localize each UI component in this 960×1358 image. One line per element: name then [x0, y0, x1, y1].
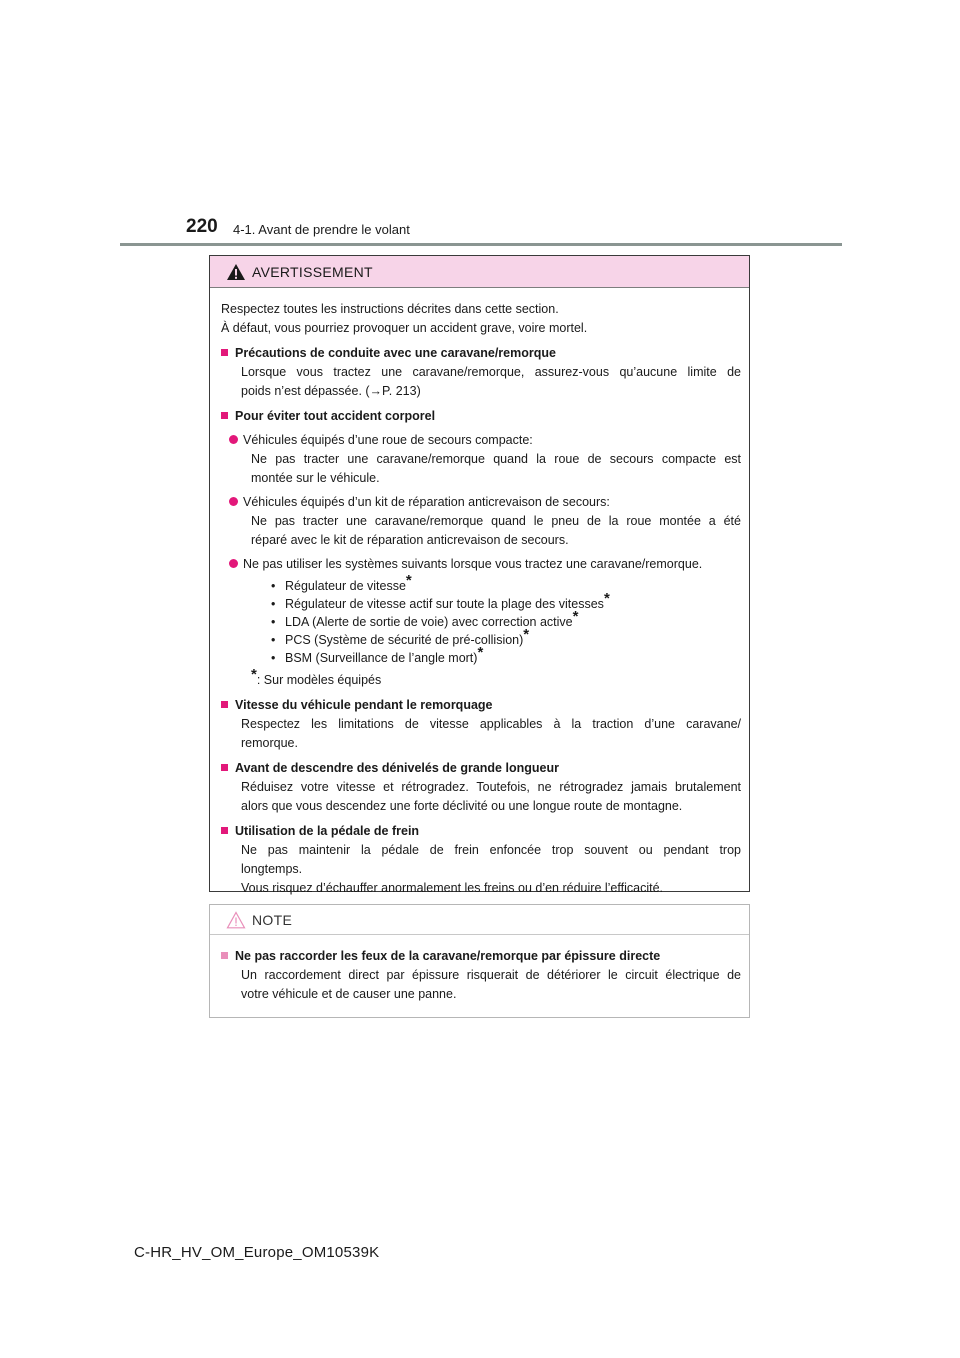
asterisk: *: [523, 626, 530, 643]
circle-bullet-icon: [229, 435, 238, 444]
list-item: [221, 431, 741, 488]
body-line: Vous risquez d’échauffer anormalement les freins ou d’en réduire l’efficacité.: [241, 881, 663, 895]
body-line: Véhicules équipés d’une roue de secours compacte:: [229, 431, 741, 450]
page-number: 220: [186, 216, 218, 237]
asterisk: *: [405, 572, 412, 589]
sub-list-item: • Régulateur de vitesse actif sur toute la plage des vitesses*: [271, 590, 610, 611]
body-line: Respectez les limitations de vitesse applicables à la traction d’une caravane/: [241, 717, 741, 731]
body-line: montée sur le véhicule.: [251, 471, 380, 485]
body-line: longtemps.: [241, 862, 303, 876]
intro-line: Respectez toutes les instructions décrites dans cette section.: [221, 302, 559, 316]
heading-text: Ne pas raccorder les feux de la caravane/remorque par épissure directe: [235, 949, 661, 963]
square-bullet-icon: [221, 412, 228, 419]
square-bullet-icon: [221, 827, 228, 834]
sub-list-item: • Régulateur de vitesse*: [271, 572, 412, 593]
body-line: Un raccordement direct par épissure risquerait de détériorer le circuit électrique de: [241, 968, 741, 982]
body-line: alors que vous descendez une forte déclivité ou une longue route de montagne.: [241, 799, 683, 813]
warning-triangle-icon: [226, 263, 246, 281]
body-line: Ne pas tracter une caravane/remorque quand le pneu de la roue montée a été: [251, 514, 741, 528]
asterisk: *: [603, 590, 610, 607]
sub-list-item: • PCS (Système de sécurité de pré-collision)*: [271, 626, 530, 647]
body-line: poids n’est dépassée. (→P. 213): [241, 384, 421, 398]
warning-title: AVERTISSEMENT: [252, 263, 373, 280]
square-bullet-icon: [221, 349, 228, 356]
note-triangle-icon: [226, 911, 246, 929]
section-heading: [221, 407, 741, 426]
circle-bullet-icon: [229, 497, 238, 506]
heading-text: Précautions de conduite avec une caravane/remorque: [235, 346, 556, 360]
heading-text: Vitesse du véhicule pendant le remorquage: [235, 698, 493, 712]
square-bullet-icon: [221, 952, 228, 959]
warning-box: [209, 255, 750, 895]
heading-text: Utilisation de la pédale de frein: [235, 824, 420, 838]
body-line: votre véhicule et de causer une panne.: [241, 987, 457, 1001]
intro-line: À défaut, vous pourriez provoquer un accident grave, voire mortel.: [221, 321, 588, 335]
asterisk: *: [477, 644, 484, 661]
heading-text: Pour éviter tout accident corporel: [235, 409, 436, 423]
section-title: 4-1. Avant de prendre le volant: [233, 222, 410, 237]
asterisk: *: [572, 608, 579, 625]
sub-list-item: • LDA (Alerte de sortie de voie) avec correction active*: [271, 608, 579, 629]
heading-text: Avant de descendre des dénivelés de grande longueur: [235, 761, 559, 775]
footnote: *: Sur modèles équipés: [251, 666, 382, 687]
sub-list-item: • BSM (Surveillance de l’angle mort)*: [271, 644, 484, 665]
body-line: Ne pas tracter une caravane/remorque quand la roue de secours compacte est: [251, 452, 741, 466]
note-header: [210, 905, 749, 935]
warning-header: [210, 256, 749, 288]
section-heading: [221, 344, 741, 363]
section-heading: [221, 759, 741, 778]
square-bullet-icon: [221, 701, 228, 708]
body-line: Ne pas utiliser les systèmes suivants lorsque vous tractez une caravane/remorque.: [229, 555, 741, 574]
section-heading: [221, 696, 741, 715]
body-line: Véhicules équipés d’un kit de réparation anticrevaison de secours:: [229, 493, 741, 512]
square-bullet-icon: [221, 764, 228, 771]
body-line: Lorsque vous tractez une caravane/remorque, assurez-vous qu’aucune limite de: [241, 365, 741, 379]
list-item: [221, 493, 741, 550]
document-code: C-HR_HV_OM_Europe_OM10539K: [134, 1244, 380, 1261]
body-line: réparé avec le kit de réparation anticrevaison de secours.: [251, 533, 569, 547]
section-heading: [221, 947, 741, 966]
body-line: Réduisez votre vitesse et rétrogradez. Toutefois, ne rétrogradez jamais brutalement: [241, 780, 741, 794]
note-box: [209, 904, 750, 1018]
list-item: [221, 555, 741, 690]
note-content: [210, 935, 749, 1004]
circle-bullet-icon: [229, 559, 238, 568]
header-rule: [120, 243, 842, 246]
warning-content: [210, 288, 749, 898]
body-line: Ne pas maintenir la pédale de frein enfoncée trop souvent ou pendant trop: [241, 843, 741, 857]
body-line: remorque.: [241, 736, 298, 750]
section-heading: [221, 822, 741, 841]
note-title: NOTE: [252, 911, 293, 928]
